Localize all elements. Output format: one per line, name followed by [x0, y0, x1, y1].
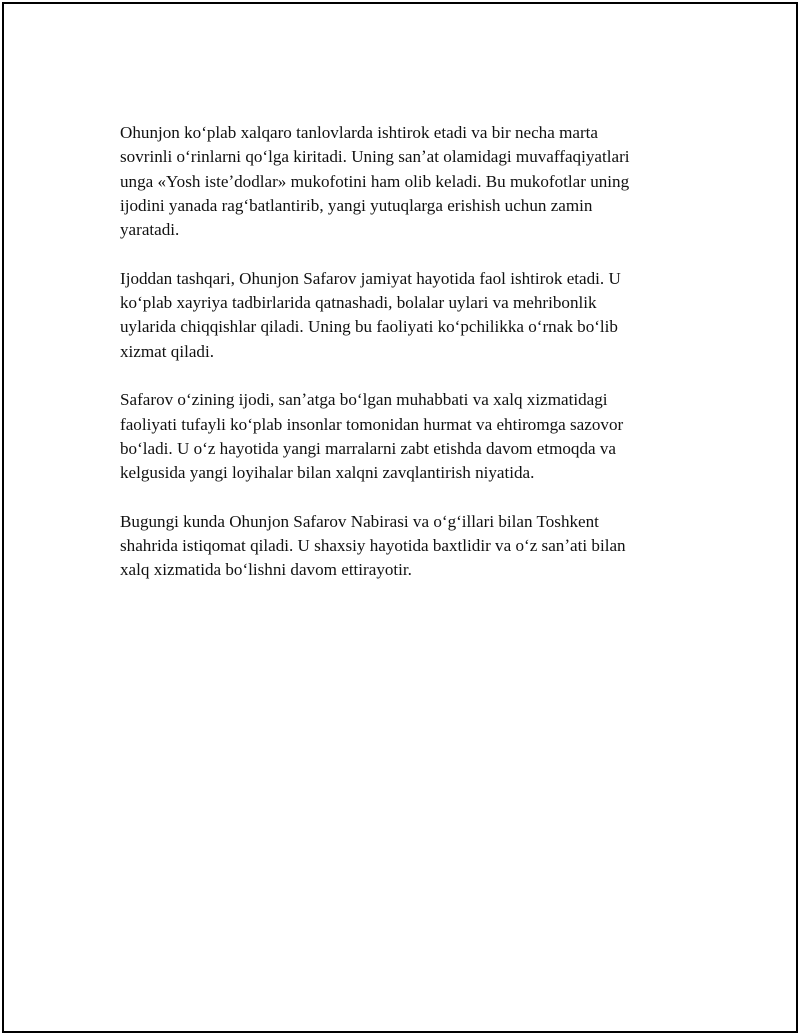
text-line: ijodini yanada ragʻbatlantirib, yangi yutuqlarga erishish uchun zamin: [120, 195, 593, 215]
text-line: boʻladi. U oʻz hayotida yangi marralarni zabt etishda davom etmoqda va: [120, 438, 617, 458]
paragraph-community: [120, 267, 680, 364]
text-line: uylarida chiqqishlar qiladi. Uning bu faoliyati koʻpchilikka oʻrnak boʻlib: [120, 317, 618, 337]
paragraph-present-day: [120, 510, 680, 583]
text-line: Ohunjon koʻplab xalqaro tanlovlarda ishtirok etadi va bir necha marta: [120, 123, 598, 142]
text-line: xizmat qiladi.: [120, 341, 214, 361]
text-line: xalq xizmatida boʻlishni davom ettirayotir.: [120, 560, 412, 580]
text-line: Bugungi kunda Ohunjon Safarov Nabirasi va oʻgʻillari bilan Toshkent: [120, 511, 599, 531]
text-line: Ijoddan tashqari, Ohunjon Safarov jamiyat hayotida faol ishtirok etadi. U: [120, 268, 621, 288]
text-line: unga «Yosh isteʼdodlar» mukofotini ham olib keladi. Bu mukofotlar uning: [120, 171, 630, 191]
text-line: sovrinli oʻrinlarni qoʻlga kiritadi. Uning sanʼat olamidagi muvaffaqiyatlari: [120, 147, 630, 167]
text-line: Safarov oʻzining ijodi, sanʼatga boʻlgan muhabbati va xalq xizmatidagi: [120, 390, 608, 410]
document-page: [2, 2, 798, 1033]
text-line: shahrida istiqomat qiladi. U shaxsiy hayotida baxtlidir va oʻz sanʼati bilan: [120, 536, 626, 556]
text-line: faoliyati tufayli koʻplab insonlar tomonidan hurmat va ehtiromga sazovor: [120, 414, 624, 434]
document-body: [120, 121, 680, 607]
text-line: yaratadi.: [120, 220, 180, 240]
text-line: koʻplab xayriya tadbirlarida qatnashadi, bolalar uylari va mehribonlik: [120, 293, 597, 313]
paragraph-respect: [120, 388, 680, 485]
text-line: kelgusida yangi loyihalar bilan xalqni zavqlantirish niyatida.: [120, 463, 535, 483]
paragraph-awards: [120, 121, 680, 242]
